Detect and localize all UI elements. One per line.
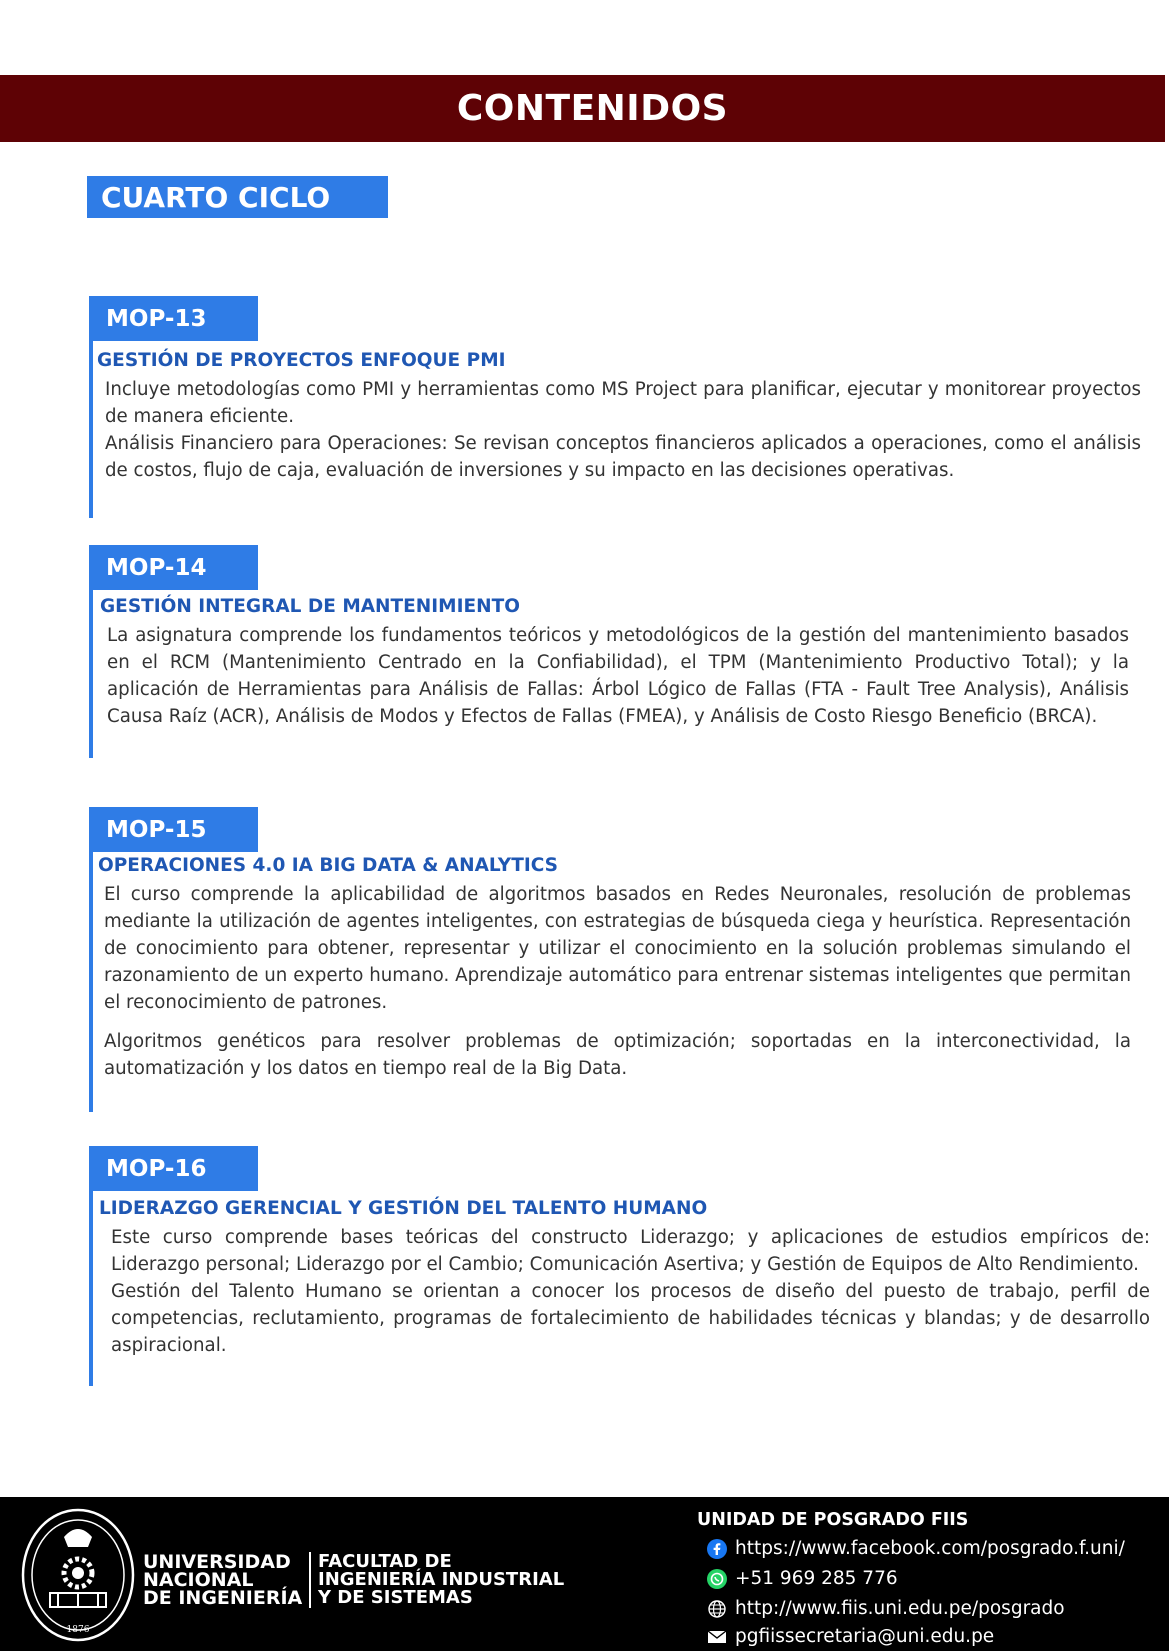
course-code [89, 296, 258, 341]
contact-text: http://www.fiis.uni.edu.pe/posgrado [735, 1598, 1065, 1619]
faculty-name [318, 1553, 564, 1607]
footer [0, 1497, 1169, 1651]
whatsapp-icon [707, 1569, 727, 1589]
contact-title: UNIDAD DE POSGRADO FIIS [697, 1510, 969, 1530]
course-paragraph: Algoritmos genéticos para resolver problemas de optimización; soportadas en la interconectividad, la automatización y los datos en tiempo real de la Big Data. [104, 1031, 1131, 1079]
course-paragraph: Análisis Financiero para Operaciones: Se revisan conceptos financieros aplicados a operaciones, como el análisis de costos, flujo de caja, evaluación de inversiones y su impacto en las decisiones operativas. [105, 433, 1141, 481]
course-description [107, 622, 1129, 730]
course-title: GESTIÓN INTEGRAL DE MANTENIMIENTO [100, 596, 520, 617]
faculty-name-line: FACULTAD DE [318, 1551, 452, 1572]
course-description [105, 376, 1141, 484]
course-description [104, 881, 1131, 1082]
course-title: LIDERAZGO GERENCIAL Y GESTIÓN DEL TALENTO HUMANO [99, 1198, 708, 1219]
facebook-icon [707, 1539, 727, 1559]
course-paragraph: Este curso comprende bases teóricas del constructo Liderazgo; y aplicaciones de estudios empíricos de: Liderazgo personal; Liderazgo por el Cambio; Comunicación Asertiva; y Gestión de Equipos de Alto Rendimiento. [111, 1227, 1150, 1275]
course-code [89, 1146, 258, 1191]
course-paragraph: La asignatura comprende los fundamentos teóricos y metodológicos de la gestión del mantenimiento basados en el RCM (Mantenimiento Centrado en la Confiabilidad), el TPM (Mantenimiento Productivo Total); y la aplicación de Herramientas para Análisis de Fallas: Árbol Lógico de Fallas (FTA - Fault Tree Analysis), Análisis Causa Raíz (ACR), Análisis de Modos y Efectos de Fallas (FMEA), y Análisis de Costo Riesgo Beneficio (BRCA). [107, 625, 1129, 727]
course-code [89, 545, 258, 590]
course-accent-bar [89, 807, 93, 1112]
university-seal-logo [20, 1507, 136, 1643]
course-code-text: MOP-16 [106, 1155, 207, 1182]
contact-text: +51 969 285 776 [735, 1568, 898, 1589]
course-code-text: MOP-15 [106, 816, 207, 843]
course-paragraph: El curso comprende la aplicabilidad de algoritmos basados en Redes Neuronales, resolución de problemas mediante la utilización de agentes inteligentes, con estrategias de búsqueda ciega y heurística. Representación de conocimiento para obtener, representar y utilizar el conocimiento en la solución problemas simulando el razonamiento de un experto humano. Aprendizaje automático para entrenar sistemas inteligentes que permitan el reconocimiento de patrones. [104, 884, 1131, 1013]
university-name-line: UNIVERSIDAD [143, 1551, 291, 1573]
contents-banner [0, 75, 1165, 142]
faculty-name-line: INGENIERÍA INDUSTRIAL [318, 1569, 565, 1590]
contact-whatsapp[interactable] [707, 1568, 898, 1589]
university-name-line: DE INGENIERÍA [143, 1587, 303, 1609]
seal-year: 1876 [66, 1625, 90, 1635]
course-paragraph: Incluye metodologías como PMI y herramientas como MS Project para planificar, ejecutar y monitorear proyectos de manera eficiente. [105, 379, 1141, 427]
course-code-text: MOP-14 [106, 554, 207, 581]
course-code-text: MOP-13 [106, 305, 207, 332]
contact-text: https://www.facebook.com/posgrado.f.uni/ [735, 1538, 1125, 1559]
university-name [143, 1553, 303, 1607]
contact-text: pgfiissecretaria@uni.edu.pe [735, 1626, 995, 1647]
cycle-label-text: CUARTO CICLO [101, 180, 331, 214]
contact-facebook[interactable] [707, 1538, 1125, 1559]
mail-icon [707, 1627, 727, 1647]
course-paragraph: Gestión del Talento Humano se orientan a conocer los procesos de diseño del puesto de trabajo, perfil de competencias, reclutamiento, programas de fortalecimiento de habilidades técnicas y blandas; y de desarrollo aspiracional. [111, 1281, 1150, 1356]
globe-icon [707, 1599, 727, 1619]
cycle-label [87, 176, 388, 218]
course-title: OPERACIONES 4.0 IA BIG DATA & ANALYTICS [98, 855, 558, 876]
course-title: GESTIÓN DE PROYECTOS ENFOQUE PMI [97, 350, 506, 371]
footer-divider [309, 1552, 311, 1608]
contact-email[interactable] [707, 1626, 994, 1647]
university-name-line: NACIONAL [143, 1569, 254, 1591]
contact-website[interactable] [707, 1598, 1065, 1619]
banner-title: CONTENIDOS [456, 88, 729, 129]
course-description [111, 1224, 1150, 1359]
course-code [89, 807, 258, 852]
faculty-name-line: Y DE SISTEMAS [318, 1587, 473, 1608]
